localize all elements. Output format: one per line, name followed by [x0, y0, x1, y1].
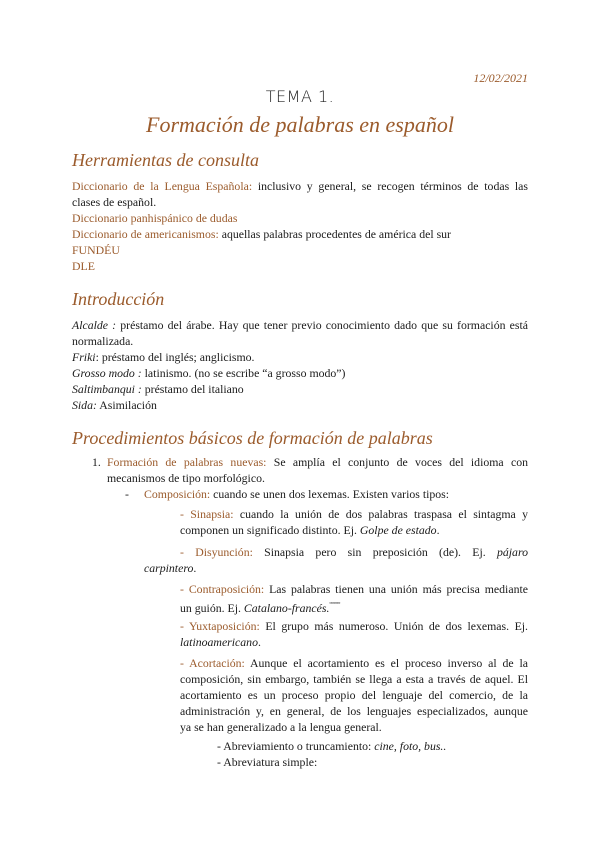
composicion-name: Composición:: [144, 487, 211, 501]
sinapsia-end: .: [436, 523, 440, 537]
paragraph-americanismos: [72, 227, 528, 243]
sinapsia-example: Golpe de estado: [359, 523, 437, 537]
yuxtaposicion-name: - Yuxtaposición:: [180, 619, 260, 633]
contraposicion-desc-cont: un guión. Ej.: [180, 600, 244, 615]
yuxtaposicion-desc: El grupo más numeroso. Unión de dos lexemas. Ej.: [259, 619, 529, 633]
topic-title: TEMA 1.: [265, 87, 335, 106]
dle-name: Diccionario de la Lengua Española:: [72, 179, 253, 193]
disyuncion-example-cont: carpintero: [144, 561, 194, 575]
contraposicion-desc: Las palabras tienen una unión más precisa mediante: [264, 582, 528, 596]
composicion-desc: cuando se unen dos lexemas. Existen varios tipos:: [210, 487, 450, 501]
acortacion-desc-2: composición, sin embargo, también se llega a esta a través de aquel. El: [180, 672, 528, 686]
yuxtaposicion-example: latinoamericano: [180, 635, 258, 649]
document-subtitle: Formación de palabras en español: [146, 112, 454, 137]
acortacion-desc-5: ya se han generalizado a la lengua general.: [180, 720, 382, 734]
fundeu-name: FUNDÉU: [72, 243, 120, 257]
document-date: 12/02/2021: [473, 71, 528, 85]
sida-desc: Asimilación: [96, 398, 157, 412]
entry-yuxtaposicion: [180, 619, 528, 635]
formacion-name: Formación de palabras nuevas:: [107, 455, 267, 469]
entry-disyuncion-cont: [144, 561, 528, 577]
contraposicion-example: Catalano-francés.: [243, 600, 330, 615]
disyuncion-example: pájaro: [496, 545, 528, 559]
entry-yuxtaposicion-cont: [180, 635, 528, 651]
friki-term: Friki: [72, 350, 96, 364]
grosso-desc: latinismo. (no se escribe “a grosso modo”): [141, 366, 346, 380]
list-item-composicion: [144, 487, 528, 503]
section-heading-introduccion: Introducción: [72, 289, 165, 309]
entry-abreviamiento: [217, 739, 528, 755]
saltimbanqui-desc: préstamo del italiano: [141, 382, 244, 396]
acortacion-name: - Acortación:: [180, 656, 245, 670]
entry-grosso-modo: [72, 366, 528, 382]
disyuncion-name: - Disyunción:: [180, 545, 253, 559]
entry-contraposicion-cont: [180, 598, 528, 616]
alcalde-desc: préstamo del árabe. Hay que tener previo conocimiento dado que su formación está: [116, 318, 528, 332]
dle-desc: inclusivo y general, se recogen términos de todas las: [252, 179, 528, 193]
formacion-desc: Se amplía el conjunto de voces del idioma con: [266, 455, 528, 469]
alcalde-term: Alcalde :: [72, 318, 117, 332]
entry-friki: [72, 350, 528, 366]
entry-acortacion: [180, 656, 528, 672]
abreviamiento-label: - Abreviamiento o truncamiento:: [217, 739, 375, 753]
section-heading-herramientas: Herramientas de consulta: [72, 150, 259, 170]
alcalde-desc-cont: normalizada.: [72, 334, 134, 348]
saltimbanqui-term: Saltimbanqui :: [72, 382, 142, 396]
list-item-formacion: [107, 455, 528, 471]
section-heading-procedimientos: Procedimientos básicos de formación de palabras: [72, 428, 433, 448]
disyuncion-desc: Sinapsia pero sin preposición (de). Ej.: [252, 545, 497, 559]
dle-short-name: DLE: [72, 259, 95, 273]
disyuncion-end: .: [193, 561, 197, 575]
entry-sinapsia: [180, 507, 528, 523]
contraposicion-name: - Contraposición:: [180, 582, 265, 596]
entry-sinapsia-cont: [180, 523, 528, 539]
entry-disyuncion: [180, 545, 528, 561]
acortacion-desc-3: acortamiento es un proceso propio del lenguaje del comercio, de la: [180, 688, 528, 702]
entry-alcalde: [72, 318, 528, 334]
sinapsia-name: - Sinapsia:: [180, 507, 234, 521]
acortacion-desc-4: administración y, en general, de los lenguajes especializados, aunque: [180, 704, 528, 718]
panhispanico-name: Diccionario panhispánico de dudas: [72, 211, 238, 225]
americanismos-name: Diccionario de americanismos:: [72, 227, 219, 241]
grosso-term: Grosso modo :: [72, 366, 142, 380]
contraposicion-mark: ººººº: [329, 601, 341, 609]
yuxtaposicion-end: .: [257, 635, 261, 649]
acortacion-desc: Aunque el acortamiento es el proceso inverso al de la: [244, 656, 528, 670]
list-number: 1.: [92, 455, 101, 469]
sinapsia-desc-cont: componen un significado distinto. Ej.: [180, 523, 360, 537]
abreviamiento-example: cine, foto, bus..: [374, 739, 447, 753]
dle-desc-cont: clases de español.: [72, 195, 157, 209]
entry-abreviatura: - Abreviatura simple:: [217, 755, 318, 769]
americanismos-desc: aquellas palabras procedentes de américa del sur: [218, 227, 451, 241]
sida-term: Sida:: [72, 398, 97, 412]
formacion-desc-cont: mecanismos de tipo morfológico.: [107, 471, 265, 485]
entry-sida: [72, 398, 528, 414]
friki-desc: : préstamo del inglés; anglicismo.: [95, 350, 255, 364]
sinapsia-desc: cuando la unión de dos palabras traspasa el sintagma y: [233, 507, 529, 521]
list-dash: -: [125, 487, 129, 501]
entry-saltimbanqui: [72, 382, 528, 398]
paragraph-dle: [72, 179, 528, 195]
entry-contraposicion: [180, 582, 528, 598]
